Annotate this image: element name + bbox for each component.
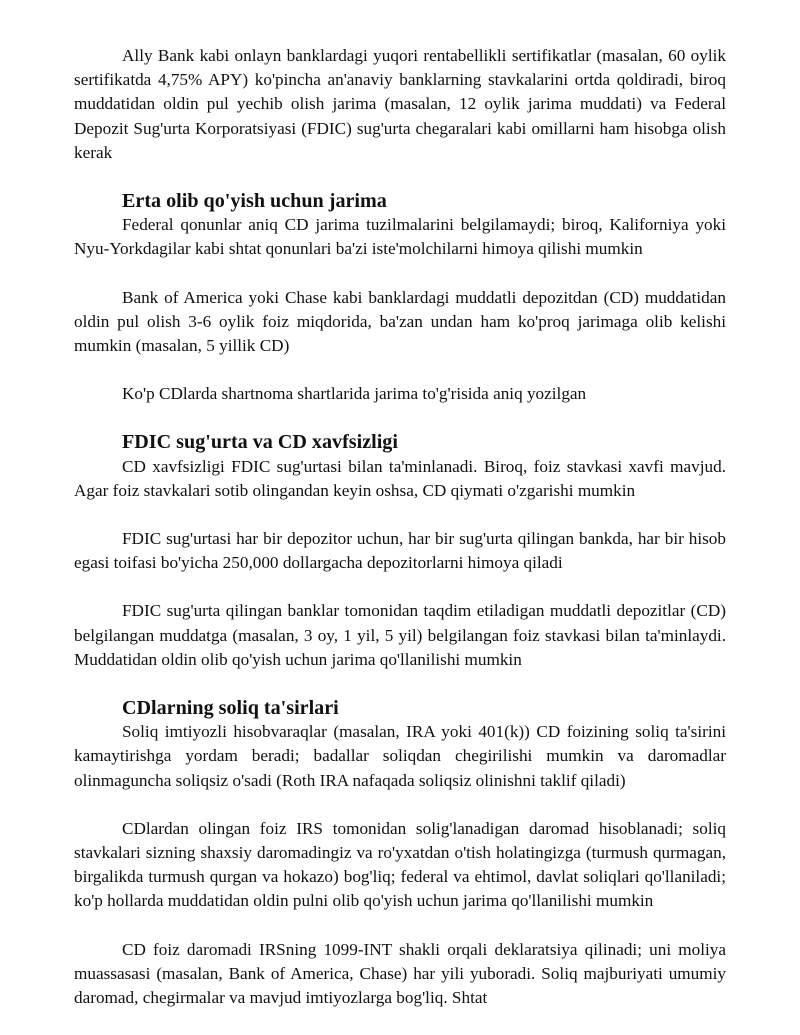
paragraph: Bank of America yoki Chase kabi banklardagi muddatli depozitdan (CD) muddatidan oldin pul olish 3-6 oylik foiz miqdorida, ba'zan undan ham ko'proq jarimaga olib kelishi mumkin (masalan, 5 yillik CD) xyxy=(74,287,726,356)
paragraph: CD xavfsizligi FDIC sug'urtasi bilan ta'minlanadi. Biroq, foiz stavkasi xavfi mavjud. Agar foiz stavkalari sotib olingandan keyin oshsa, CD qiymati o'zgarishi mumkin xyxy=(74,456,726,500)
paragraph: Soliq imtiyozli hisobvaraqlar (masalan, IRA yoki 401(k)) CD foizining soliq ta'sirini kamaytirishga yordam beradi; badallar soliqdan chegirilishi mumkin va daromadlar olinmaguncha soliqsiz o'sadi (Roth IRA nafaqada soliqsiz olinishni taklif qiladi) xyxy=(74,722,726,790)
paragraph: CD foiz daromadi IRSning 1099-INT shakli orqali deklaratsiya qilinadi; uni moliya muassasasi (masalan, Bank of America, Chase) har yili yuboradi. Soliq majburiyati umumiy daromad, chegirmalar va mavjud imtiyozlarga bog'liq. Shtat xyxy=(74,939,726,1008)
document-page xyxy=(74,44,726,1034)
section-heading: FDIC sug'urta va CD xavfsizligi xyxy=(122,431,398,454)
paragraph: FDIC sug'urta qilingan banklar tomonidan taqdim etiladigan muddatli depozitlar (CD) belgilangan muddatga (masalan, 3 oy, 1 yil, 5 yil) belgilangan foiz stavkasi bilan ta'minlaydi. Muddatidan oldin olib qo'yish uchun jarima qo'llanilishi mumkin xyxy=(74,601,726,669)
section-heading: Erta olib qo'yish uchun jarima xyxy=(122,190,387,213)
paragraph: FDIC sug'urtasi har bir depozitor uchun, har bir sug'urta qilingan bankda, har bir hisob egasi toifasi bo'yicha 250,000 dollargacha depozitorlarni himoya qiladi xyxy=(74,529,726,573)
section-heading: CDlarning soliq ta'sirlari xyxy=(122,697,339,720)
paragraph: Federal qonunlar aniq CD jarima tuzilmalarini belgilamaydi; biroq, Kaliforniya yoki Nyu-Yorkdagilar kabi shtat qonunlari ba'zi iste'molchilarni himoya qilishi mumkin xyxy=(74,215,726,259)
paragraph: Ally Bank kabi onlayn banklardagi yuqori rentabellikli sertifikatlar (masalan, 60 oylik sertifikatda 4,75% APY) ko'pincha an'anaviy banklarning stavkalarini ortda qoldiradi, biroq muddatidan oldin pul yechib olish jarima (masalan, 12 oylik jarima muddati) va Federal Depozit Sug'urta Korporatsiyasi (FDIC) sug'urta chegaralari kabi omillarni ham hisobga olish kerak xyxy=(74,46,726,162)
paragraph: CDlardan olingan foiz IRS tomonidan solig'lanadigan daromad hisoblanadi; soliq stavkalari sizning shaxsiy daromadingiz va ro'yxatdan o'tish holatingizga (turmush qurmagan, birgalikda turmush qurgan va hokazo) bog'liq; federal va ehtimol, davlat soliqlari qo'llaniladi; ko'p hollarda muddatidan oldin pulni olib qo'yish uchun jarima qo'llanilishi mumkin xyxy=(74,818,726,911)
paragraph: Ko'p CDlarda shartnoma shartlarida jarima to'g'risida aniq yozilgan xyxy=(122,384,587,404)
